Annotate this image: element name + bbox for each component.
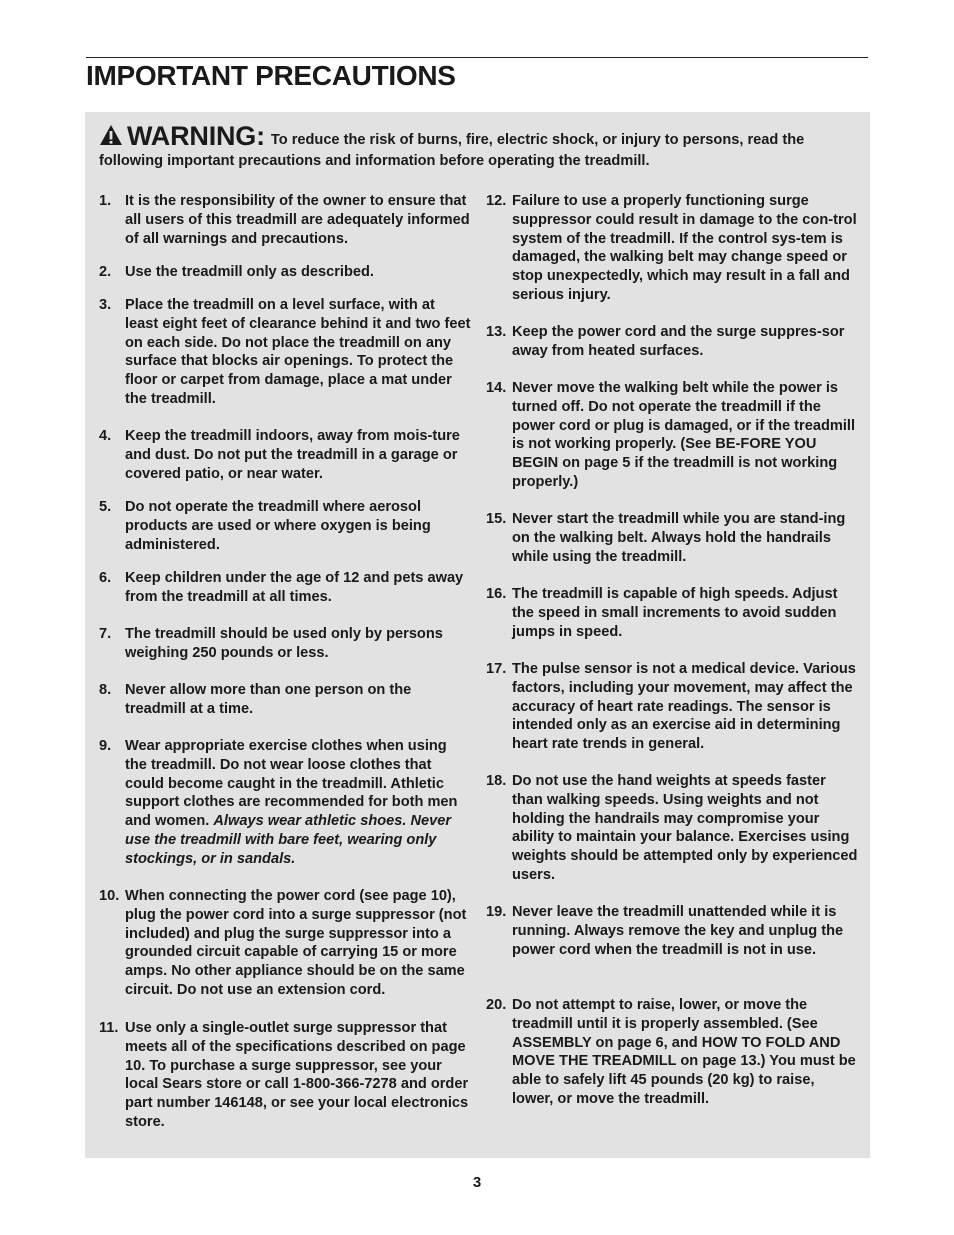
precaution-item bbox=[486, 772, 858, 885]
warning-text-1: To reduce the risk of burns, fire, electric shock, or injury to persons, read the bbox=[270, 132, 805, 148]
precaution-item bbox=[99, 681, 471, 719]
precaution-text: The pulse sensor is not a medical device. Various factors, including your movement, may affect the accuracy of heart rate readings. The sensor is intended only as an exercise aid in determining heart rate trends in general. bbox=[512, 661, 856, 753]
precaution-text: Do not use the hand weights at speeds faster than walking speeds. Using weights and not holding the handrails may compromise your ability to maintain your balance. Exercises using weights should be attempted only by experienced users. bbox=[512, 773, 858, 883]
precaution-number: 5. bbox=[99, 499, 112, 515]
warning-line-2: following important precautions and information before operating the treadmill. bbox=[99, 153, 650, 169]
precaution-number: 17. bbox=[486, 661, 507, 677]
precaution-item bbox=[99, 263, 471, 282]
warning-word: WARNING: bbox=[127, 121, 265, 151]
page-number: 3 bbox=[472, 1174, 482, 1191]
precaution-text: Failure to use a properly functioning surge suppressor could result in damage to the con-trol system of the treadmill. If the control sys-tem is damaged, the walking belt may change speed or stop unexpectedly, which may result in a fall and serious injury. bbox=[512, 193, 857, 303]
precaution-number: 9. bbox=[99, 738, 112, 754]
precaution-item bbox=[486, 323, 858, 361]
precaution-item bbox=[99, 192, 471, 248]
precaution-item bbox=[486, 192, 858, 305]
precaution-item bbox=[99, 296, 471, 409]
precaution-text: Never move the walking belt while the power is turned off. Do not operate the treadmill if the power cord or plug is damaged, or if the treadmill is not working properly. (See BE-FORE YOU BEGIN on page 5 if the treadmill is not working properly.) bbox=[512, 380, 856, 490]
precaution-text: Keep children under the age of 12 and pets away from the treadmill at all times. bbox=[125, 570, 464, 605]
precaution-number: 8. bbox=[99, 682, 112, 698]
precaution-text: Wear appropriate exercise clothes when using the treadmill. Do not wear loose clothes that could become caught in the treadmill. Athletic support clothes are recommended for both men and women. bbox=[125, 738, 458, 830]
precaution-text: Never leave the treadmill unattended while it is running. Always remove the key and unplug the power cord when the treadmill is not in use. bbox=[512, 904, 844, 958]
precaution-number: 11. bbox=[99, 1020, 119, 1036]
precaution-item bbox=[99, 427, 471, 483]
precaution-number: 14. bbox=[486, 380, 507, 396]
precaution-text: Place the treadmill on a level surface, with at least eight feet of clearance behind it and two feet on each side. Do not place the treadmill on any surface that blocks air openings. To protect the floor or carpet from damage, place a mat under the treadmill. bbox=[125, 297, 471, 407]
precaution-number: 1. bbox=[99, 193, 112, 209]
precaution-text: Never allow more than one person on the treadmill at a time. bbox=[125, 682, 412, 717]
precaution-italic-text: Always wear athletic shoes. Never use the treadmill with bare feet, wearing only stockings, or in sandals. bbox=[125, 813, 452, 867]
precaution-number: 16. bbox=[486, 586, 507, 602]
precaution-item bbox=[486, 660, 858, 754]
precaution-number: 15. bbox=[486, 511, 507, 527]
page-title: IMPORTANT PRECAUTIONS bbox=[86, 60, 456, 91]
warning-triangle-icon bbox=[99, 124, 123, 152]
precaution-number: 10. bbox=[99, 888, 120, 904]
precaution-number: 7. bbox=[99, 626, 112, 642]
precaution-item bbox=[99, 625, 471, 663]
precaution-item bbox=[99, 887, 471, 1000]
precautions-panel bbox=[85, 112, 870, 1158]
precaution-number: 19. bbox=[486, 904, 507, 920]
precaution-item bbox=[99, 569, 471, 607]
precaution-item bbox=[486, 996, 858, 1109]
precaution-text: Keep the power cord and the surge suppres-sor away from heated surfaces. bbox=[512, 324, 845, 359]
precaution-number: 4. bbox=[99, 428, 112, 444]
precaution-text: The treadmill is capable of high speeds. Adjust the speed in small increments to avoid sudden jumps in speed. bbox=[512, 586, 838, 640]
precaution-number: 3. bbox=[99, 297, 112, 313]
precaution-text: The treadmill should be used only by persons weighing 250 pounds or less. bbox=[125, 626, 443, 661]
precaution-text: It is the responsibility of the owner to ensure that all users of this treadmill are adequately informed of all warnings and precautions. bbox=[125, 193, 470, 247]
precaution-item bbox=[486, 585, 858, 641]
precaution-text: Do not attempt to raise, lower, or move the treadmill until it is properly assembled. (See ASSEMBLY on page 6, and HOW TO FOLD AND MOVE THE TREADMILL on page 13.) You must be able to safely lift 45 pounds (20 kg) to raise, lower, or move the treadmill. bbox=[512, 997, 856, 1107]
precaution-text: Do not operate the treadmill where aerosol products are used or where oxygen is being administered. bbox=[125, 499, 431, 553]
precaution-number: 20. bbox=[486, 997, 507, 1013]
precaution-text: When connecting the power cord (see page 10), plug the power cord into a surge suppressor (not included) and plug the surge suppressor into a grounded circuit capable of carrying 15 or more amps. No other appliance should be on the same circuit. Do not use an extension cord. bbox=[125, 888, 467, 998]
precaution-number: 13. bbox=[486, 324, 507, 340]
precaution-item bbox=[99, 737, 471, 869]
precaution-item bbox=[486, 510, 858, 566]
precaution-item bbox=[486, 903, 858, 959]
precaution-number: 2. bbox=[99, 264, 112, 280]
precaution-number: 6. bbox=[99, 570, 112, 586]
precaution-text: Keep the treadmill indoors, away from mois-ture and dust. Do not put the treadmill in a garage or covered patio, or near water. bbox=[125, 428, 460, 482]
precaution-number: 12. bbox=[486, 193, 507, 209]
warning-block bbox=[99, 121, 859, 171]
precaution-item bbox=[99, 1019, 471, 1132]
warning-line-1 bbox=[99, 121, 859, 152]
precaution-number: 18. bbox=[486, 773, 507, 789]
precaution-item bbox=[99, 498, 471, 554]
top-rule bbox=[86, 57, 868, 58]
precaution-text: Use the treadmill only as described. bbox=[125, 264, 374, 280]
precaution-text: Use only a single-outlet surge suppressor that meets all of the specifications described on page 10. To purchase a surge suppressor, see your local Sears store or call 1-800-366-7278 and order part number 146148, or see your local electronics store. bbox=[125, 1020, 469, 1130]
precaution-item bbox=[486, 379, 858, 492]
precaution-text: Never start the treadmill while you are stand-ing on the walking belt. Always hold the handrails while using the treadmill. bbox=[512, 511, 846, 565]
